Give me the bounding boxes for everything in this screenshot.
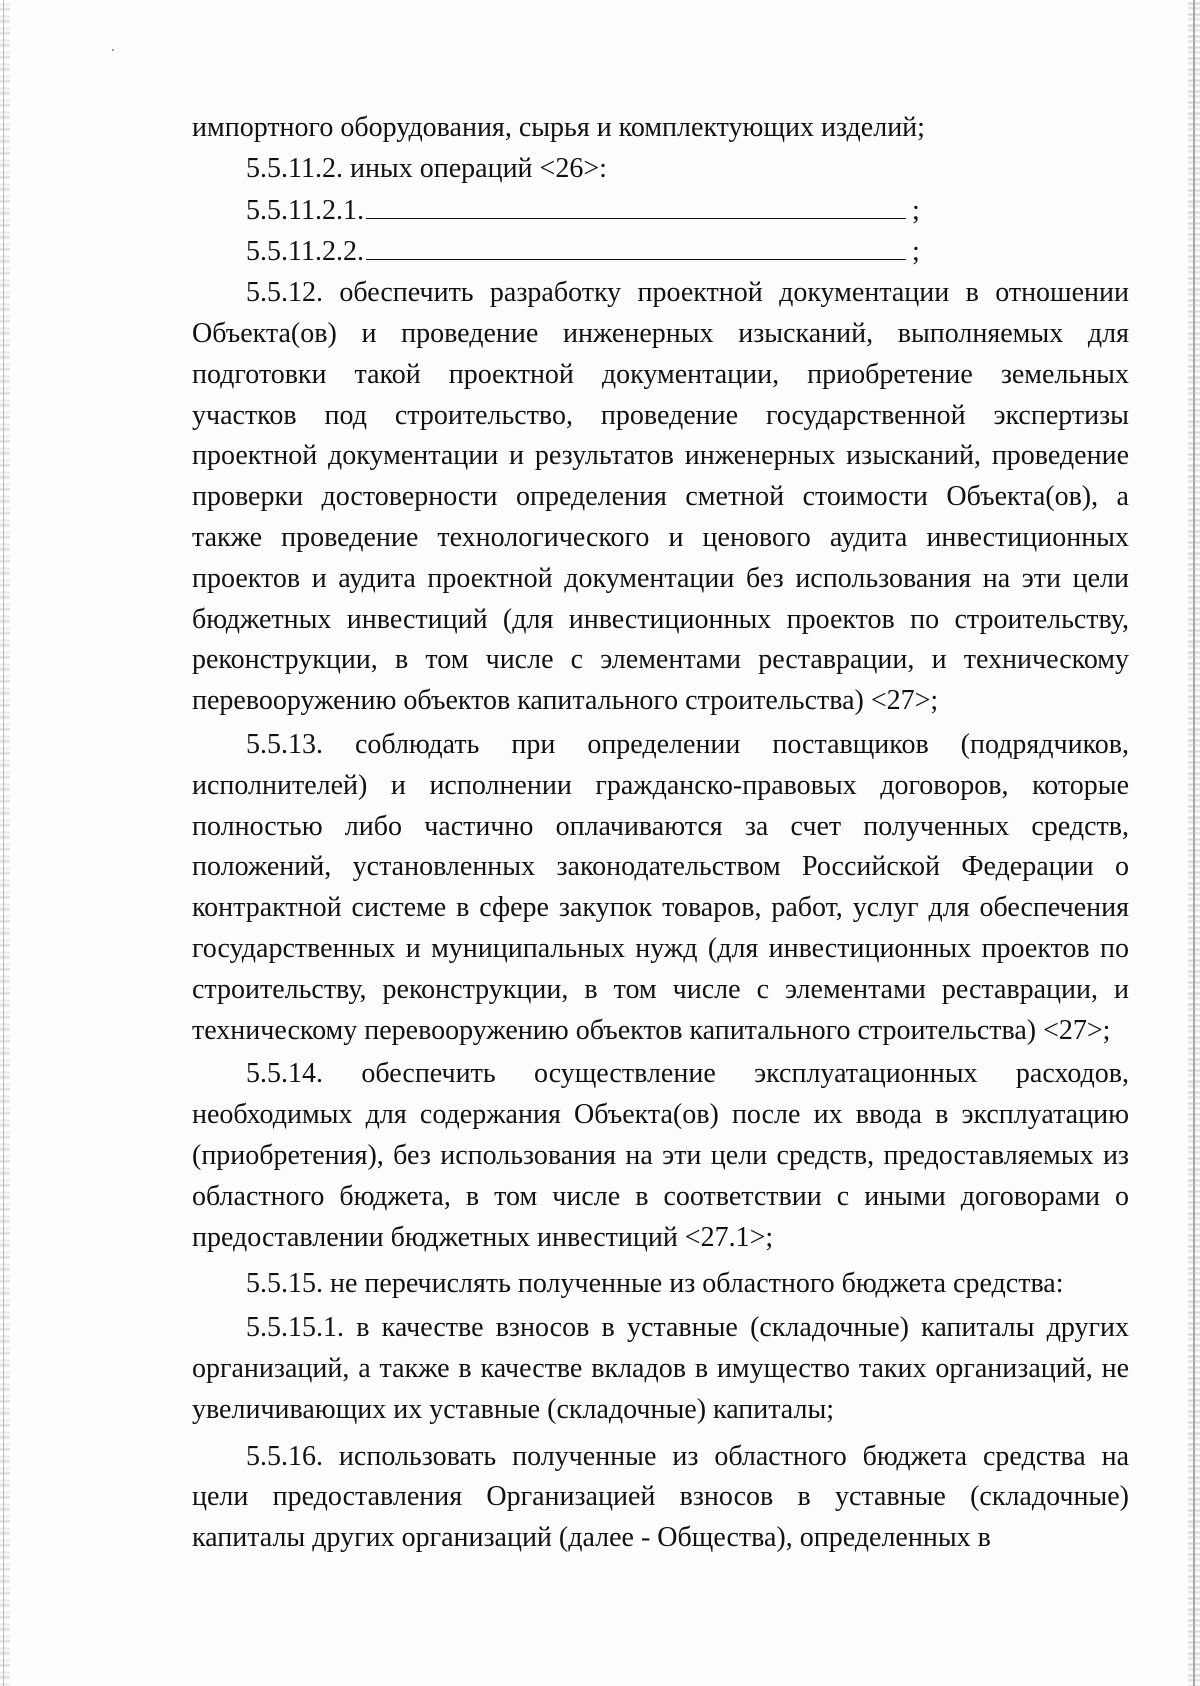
paragraph-5-5-11-2: 5.5.11.2. иных операций <26>: bbox=[246, 152, 607, 184]
blank-terminator: ; bbox=[911, 194, 920, 226]
paragraph-5-5-16: 5.5.16. использовать полученные из областного бюджета средства на цели предоставления Организацией взносов в уставные (складочные) капиталы других организаций (далее - Общества), определенных в bbox=[192, 1440, 1129, 1554]
item-number-5-5-11-2-2: 5.5.11.2.2. bbox=[246, 236, 364, 268]
paragraph-continuation: импортного оборудования, сырья и комплектующих изделий; bbox=[192, 112, 925, 143]
scan-left-edge-line bbox=[3, 0, 4, 1686]
paragraph-5-5-15-1: 5.5.15.1. в качестве взносов в уставные (складочные) капиталы других организаций, а также в качестве вкладов в имущество таких организаций, не увеличивающих их уставные (складочные) капиталы; bbox=[192, 1312, 1129, 1425]
paragraph-5-5-12: 5.5.12. обеспечить разработку проектной документации в отношении Объекта(ов) и проведение инженерных изысканий, выполняемых для подготовки такой проектной документации, приобретение земельных участков под строительство, проведение государственной экспертизы проектной документации и результатов инженерных изысканий, проведение проверки достоверности определения сметной стоимости Объекта(ов), а также проведение технологического и ценового аудита инвестиционных проектов и аудита проектной документации без использования на эти цели бюджетных инвестиций (для инвестиционных проектов по строительству, реконструкции, в том числе с элементами реставрации, и техническому перевооружению объектов капитального строительства) <27>; bbox=[192, 277, 1129, 717]
document-body bbox=[192, 108, 1129, 1559]
blank-terminator: ; bbox=[911, 236, 920, 268]
scan-right-edge-line bbox=[1193, 0, 1195, 1686]
paragraph-5-5-14: 5.5.14. обеспечить осуществление эксплуатационных расходов, необходимых для содержания Объекта(ов) после их ввода в эксплуатацию (приобретения), без использования на эти цели средств, предоставляемых из областного бюджета, в том числе в соответствии с иными договорами о предоставлении бюджетных инвестиций <27.1>; bbox=[192, 1058, 1129, 1253]
paragraph-5-5-13: 5.5.13. соблюдать при определении поставщиков (подрядчиков, исполнителей) и исполнении гражданско-правовых договоров, которые полностью либо частично оплачиваются за счет полученных средств, положений, установленных законодательством Российской Федерации о контрактной системе в сфере закупок товаров, работ, услуг для обеспечения государственных и муниципальных нужд (для инвестиционных проектов по строительству, реконструкции, в том числе с элементами реставрации, и техническому перевооружению объектов капитального строительства) <27>; bbox=[192, 728, 1129, 1046]
blank-line-5-5-11-2-1 bbox=[192, 190, 1129, 232]
scan-speck bbox=[112, 49, 114, 51]
scan-left-edge bbox=[0, 0, 10, 1686]
paragraph-5-5-15: 5.5.15. не перечислять полученные из областного бюджета средства: bbox=[246, 1268, 1064, 1300]
fill-in-blank bbox=[366, 190, 906, 219]
fill-in-blank bbox=[366, 231, 906, 260]
item-number-5-5-11-2-1: 5.5.11.2.1. bbox=[246, 194, 364, 226]
blank-line-5-5-11-2-2 bbox=[192, 231, 1129, 273]
